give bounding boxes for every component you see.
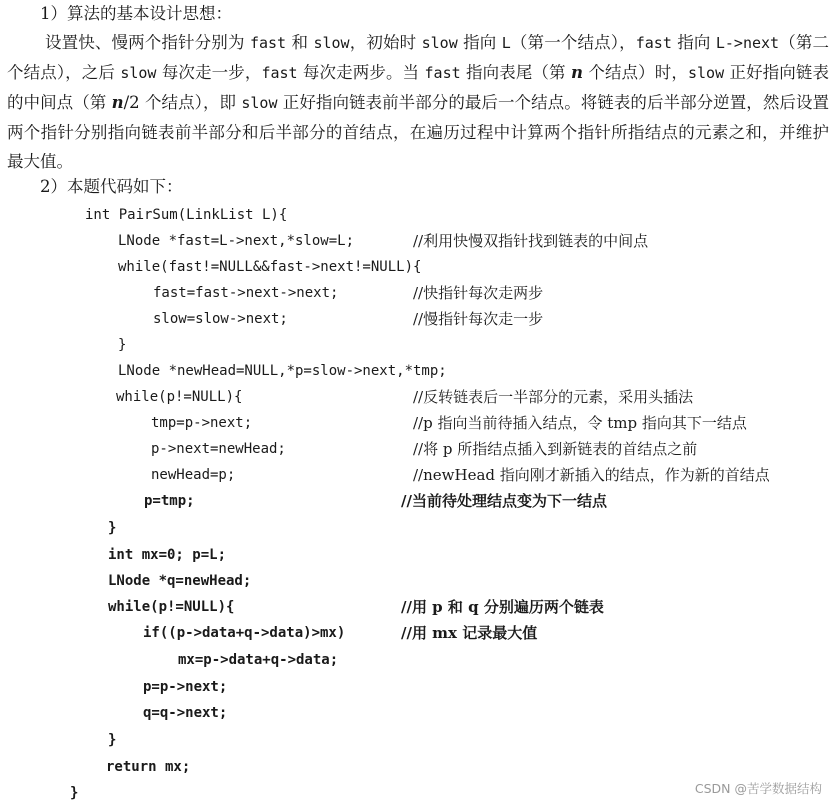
math-variable: n bbox=[111, 93, 124, 112]
paragraph-text: 个结点）时， bbox=[583, 63, 688, 82]
paragraph-text: 正好指向链表前半部分的最后一个结点。将链表的后半部分逆置，然后设置两个指针分别指向链表前半部分和后半部分的首结点，在遍历过程中计算两个指针所指结点的元素之和，并维护最大值。 bbox=[7, 93, 830, 171]
inline-code: slow bbox=[421, 34, 458, 52]
section2-heading: 2）本题代码如下： bbox=[40, 177, 183, 196]
inline-code: fast bbox=[635, 34, 672, 52]
code-line-23: } bbox=[70, 785, 79, 801]
code-comment-5: //慢指针每次走一步 bbox=[413, 310, 544, 328]
code-line-20: q=q->next; bbox=[143, 705, 228, 721]
code-comment-8: //反转链表后一半部分的元素，采用头插法 bbox=[413, 388, 694, 406]
paragraph-text: /2 个结点），即 bbox=[123, 93, 242, 112]
code-listing bbox=[0, 200, 832, 804]
inline-code: fast bbox=[261, 64, 298, 82]
watermark: CSDN @苦学数据结构 bbox=[694, 781, 822, 796]
inline-code: fast bbox=[249, 34, 287, 52]
code-line-11: newHead=p; bbox=[151, 467, 236, 483]
code-line-18: mx=p->data+q->data; bbox=[178, 652, 339, 668]
inline-code: slow bbox=[241, 94, 278, 112]
code-line-10: p->next=newHead; bbox=[151, 441, 286, 457]
code-comment-2: //利用快慢双指针找到链表的中间点 bbox=[413, 232, 649, 250]
code-line-6: } bbox=[118, 337, 127, 353]
paragraph-text: ，初始时 bbox=[349, 33, 422, 52]
paragraph-text: 每次走两步。当 bbox=[297, 63, 425, 82]
paragraph-text: 和 bbox=[286, 33, 314, 52]
code-comment-11: //newHead 指向刚才新插入的结点，作为新的首结点 bbox=[413, 466, 770, 484]
inline-code: slow bbox=[120, 64, 157, 82]
paragraph-text: （第二个结点），之后 bbox=[7, 33, 829, 82]
code-comment-4: //快指针每次走两步 bbox=[413, 284, 544, 302]
code-comment-9: //p 指向当前待插入结点，令 tmp 指向其下一结点 bbox=[413, 414, 747, 432]
code-line-12: p=tmp; bbox=[144, 493, 195, 509]
paragraph-text: 每次走一步， bbox=[156, 63, 262, 82]
inline-code: L->next bbox=[715, 34, 780, 52]
code-line-7: LNode *newHead=NULL,*p=slow->next,*tmp; bbox=[118, 363, 447, 379]
inline-code: slow bbox=[313, 34, 350, 52]
code-comment-12: //当前待处理结点变为下一结点 bbox=[401, 492, 607, 510]
code-line-13: } bbox=[108, 520, 117, 536]
code-line-15: LNode *q=newHead; bbox=[108, 573, 252, 589]
code-line-22: return mx; bbox=[106, 759, 191, 775]
code-line-14: int mx=0; p=L; bbox=[108, 547, 227, 563]
code-comment-10: //将 p 所指结点插入到新链表的首结点之前 bbox=[413, 440, 698, 458]
inline-code: slow bbox=[687, 64, 725, 82]
code-line-21: } bbox=[108, 732, 117, 748]
code-comment-17: //用 mx 记录最大值 bbox=[401, 624, 538, 642]
code-comment-16: //用 p 和 q 分别遍历两个链表 bbox=[401, 598, 604, 616]
code-line-9: tmp=p->next; bbox=[151, 415, 253, 431]
code-line-5: slow=slow->next; bbox=[153, 311, 288, 327]
inline-code: L bbox=[501, 34, 511, 52]
section1-paragraph bbox=[7, 28, 829, 176]
section1-heading: 1）算法的基本设计思想： bbox=[40, 4, 232, 23]
paragraph-text: 设置快、慢两个指针分别为 bbox=[45, 33, 250, 52]
code-line-2: LNode *fast=L->next,*slow=L; bbox=[118, 233, 355, 249]
paragraph-text: 指向 bbox=[457, 33, 502, 52]
code-line-16: while(p!=NULL){ bbox=[108, 599, 235, 615]
inline-code: fast bbox=[424, 64, 461, 82]
code-line-4: fast=fast->next->next; bbox=[153, 285, 339, 301]
paragraph-text: （第一个结点）， bbox=[510, 33, 636, 52]
code-line-3: while(fast!=NULL&&fast->next!=NULL){ bbox=[118, 259, 422, 275]
code-line-8: while(p!=NULL){ bbox=[116, 389, 243, 405]
paragraph-text: 指向表尾（第 bbox=[460, 63, 571, 82]
math-variable: n bbox=[571, 63, 583, 82]
paragraph-text: 指向 bbox=[671, 33, 716, 52]
code-line-1: int PairSum(LinkList L){ bbox=[85, 207, 288, 223]
paragraph-text: 正好指向链表的中间点（第 bbox=[7, 63, 829, 112]
code-line-17: if((p->data+q->data)>mx) bbox=[143, 625, 346, 641]
code-line-19: p=p->next; bbox=[143, 679, 228, 695]
